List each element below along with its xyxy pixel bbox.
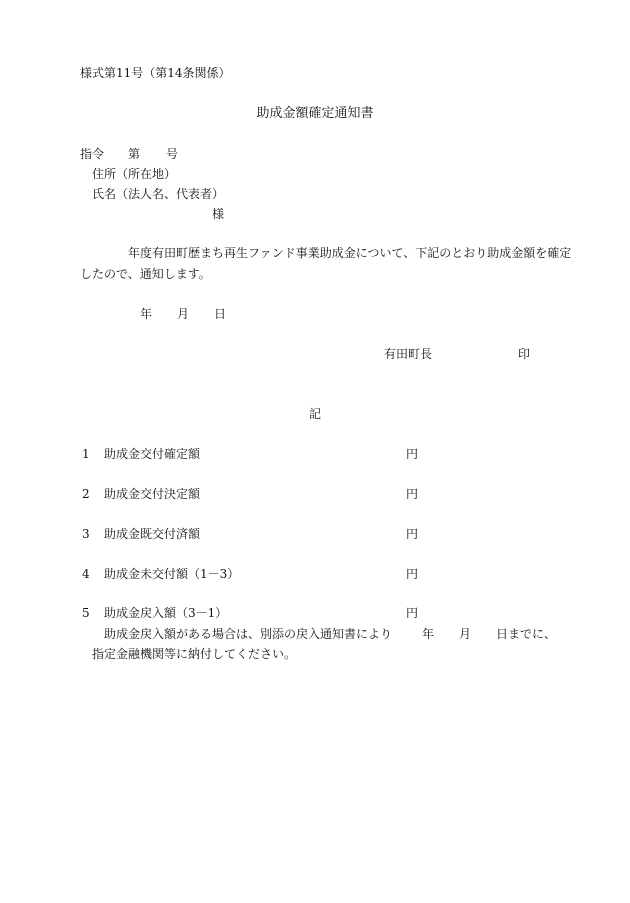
issuer: 有田町長	[384, 347, 433, 361]
refund-note-text: 助成金戻入額がある場合は、別添の戻入通知書により	[104, 627, 393, 641]
item-number: 1	[82, 447, 90, 461]
item-label: 助成金未交付額（1－3）	[104, 567, 240, 581]
refund-month: 月	[459, 627, 472, 641]
refund-note-line-2: 指定金融機関等に納付してください。	[92, 647, 297, 661]
honorific: 様	[212, 207, 225, 221]
item-unit: 円	[406, 447, 419, 461]
reference-dai: 第	[128, 147, 141, 161]
document-title: 助成金額確定通知書	[256, 106, 374, 121]
refund-day-text: 日までに、	[496, 627, 557, 641]
item-unit: 円	[406, 606, 419, 620]
seal-mark: 印	[518, 347, 531, 361]
body-line-1: 年度有田町歴まち再生ファンド事業助成金について、下記のとおり助成金額を確定	[128, 246, 572, 260]
reference-go: 号	[166, 147, 179, 161]
item-unit: 円	[406, 527, 419, 541]
item-number: 2	[82, 487, 90, 501]
refund-year: 年	[422, 627, 435, 641]
name-label: 氏名（法人名、代表者）	[92, 187, 225, 201]
item-number: 5	[82, 606, 90, 620]
form-number: 様式第11号（第14条関係）	[80, 66, 231, 80]
date-year: 年	[140, 307, 153, 321]
reference-prefix: 指令	[80, 147, 105, 161]
item-label: 助成金戻入額（3－1）	[104, 606, 228, 620]
item-unit: 円	[406, 487, 419, 501]
date-day: 日	[214, 307, 227, 321]
body-line-2: したので、通知します。	[80, 267, 211, 281]
item-label: 助成金交付確定額	[104, 447, 201, 461]
item-label: 助成金既交付済額	[104, 527, 201, 541]
ki-heading: 記	[308, 407, 321, 421]
item-number: 4	[82, 567, 90, 581]
address-label: 住所（所在地）	[92, 167, 177, 181]
date-month: 月	[177, 307, 190, 321]
item-label: 助成金交付決定額	[104, 487, 201, 501]
item-number: 3	[82, 527, 90, 541]
item-unit: 円	[406, 567, 419, 581]
